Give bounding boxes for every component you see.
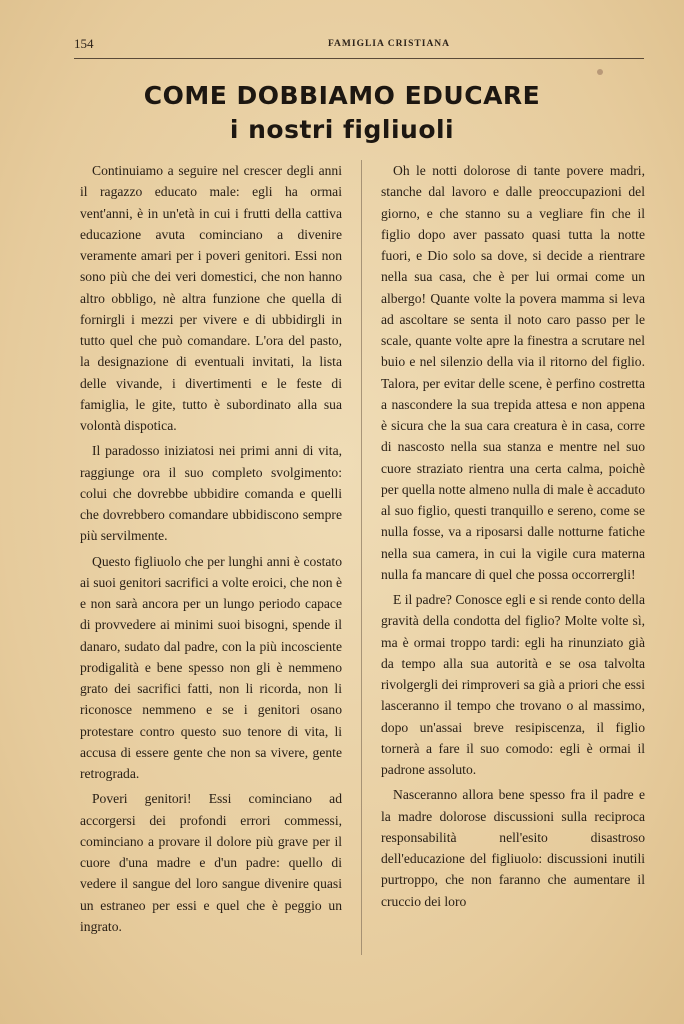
paragraph: Continuiamo a seguire nel crescer degli anni il ragazzo educato male: egli ha ormai vent'anni, è in un'età in cui i frutti della cattiva educazione avuta cominciano a divenire veramente amari per i poveri genitori. Essi non sono più che dei veri domestici, che non hanno altro obbligo, nè altra funzione che quella di fornirgli i mezzi per vivere e di ubbidirgli in tutto quel che può comandare. L'ora del pasto, la designazione di eventuali invitati, la lista delle vivande, i divertimenti e le feste di famiglia, le gite, tutto è subordinato alla sua volontà dispotica.: [80, 163, 342, 433]
paper-spot: [597, 69, 603, 75]
paragraph: E il padre? Conosce egli e si rende conto della gravità della condotta del figlio? Molte volte sì, ma è ormai troppo tardi: egli ha rinunziato già da tempo alla sua autorità e se osa talvolta rivolgergli dei rimproveri sa già a priori che essi lasceranno il tempo che trovano o al massimo, dopo un'assai breve resipiscenza, il figlio tornerà a fare il suo comodo: egli è ormai il padrone assoluto.: [381, 592, 645, 777]
paragraph: Oh le notti dolorose di tante povere madri, stanche dal lavoro e dalle preoccupazioni del giorno, e che stanno su a vegliare fin che il figlio dopo aver passato quasi tutta la notte fuori, e Dio solo sa dove, si decide a rientrare nella sua casa, che è per lui ormai come un albergo! Quante volte la povera mamma si leva ad ascoltare se senta il noto caro passo per le scale, quante volte apre la finestra a scrutare nel buio e nel silenzio della via il ritorno del figlio. Talora, per evitar delle scene, è perfino costretta a nascondere la sua trepida attesa e non appena è sicura che la sua cara creatura è in casa, corre di nascosto nella sua stanza e mentre nel suo cuore straziato rientra una certa calma, poichè per quella notte almeno nulla di male è accaduto al suo figlio, questi tranquillo e sereno, come se nulla fosse, va a riposarsi dalle notturne fatiche nella sua camera, in cui la vigile cura materna nulla fa mancare di quel che possa occorrergli!: [381, 163, 645, 582]
column-divider: [361, 160, 362, 955]
left-column: [80, 160, 342, 941]
paragraph: Poveri genitori! Essi cominciano ad accorgersi dei profondi errori commessi, cominciano a provare il dolore più grave per il cuore d'una madre e d'un padre: quello di vedere il sangue del loro sangue divenire quasi un estraneo per essi e quel che è peggio un ingrato.: [80, 791, 342, 934]
title-line-1: COME DOBBIAMO EDUCARE: [143, 81, 541, 110]
article-title: [40, 80, 644, 148]
page-header: [74, 34, 644, 54]
paragraph: Il paradosso iniziatosi nei primi anni di vita, raggiunge ora il suo completo svolgimento: colui che dovrebbe ubbidire comanda e quelli che dovrebbero comandare ubbidiscono sempre più servilmente.: [80, 443, 342, 544]
paragraph: Nasceranno allora bene spesso fra il padre e la madre dolorose discussioni sulla reciproca responsabilità nell'esito disastroso dell'educazione del figliuolo: discussioni inutili purtroppo, che non faranno che aumentare il cruccio dei loro: [381, 787, 645, 909]
page-number: 154: [74, 36, 94, 51]
title-line-2: i nostri figliuoli: [229, 115, 455, 144]
running-head: FAMIGLIA CRISTIANA: [327, 39, 451, 49]
header-rule: [74, 58, 644, 59]
paragraph: Questo figliuolo che per lunghi anni è costato ai suoi genitori sacrifici a volte eroici, che non è e non sarà ancora per un lungo periodo capace di provvedere ai minimi suoi bisogni, spende il danaro, sudato dal padre, con la più incosciente prodigalità e bene spesso non gli è nemmeno grato dei sacrifici fatti, non li ricorda, non li riconosce nemmeno e se i genitori osano protestare contro questo suo tenore di vita, li accusa di essere gente che non sa vivere, gente retrograda.: [80, 553, 342, 781]
right-column: [381, 160, 645, 916]
